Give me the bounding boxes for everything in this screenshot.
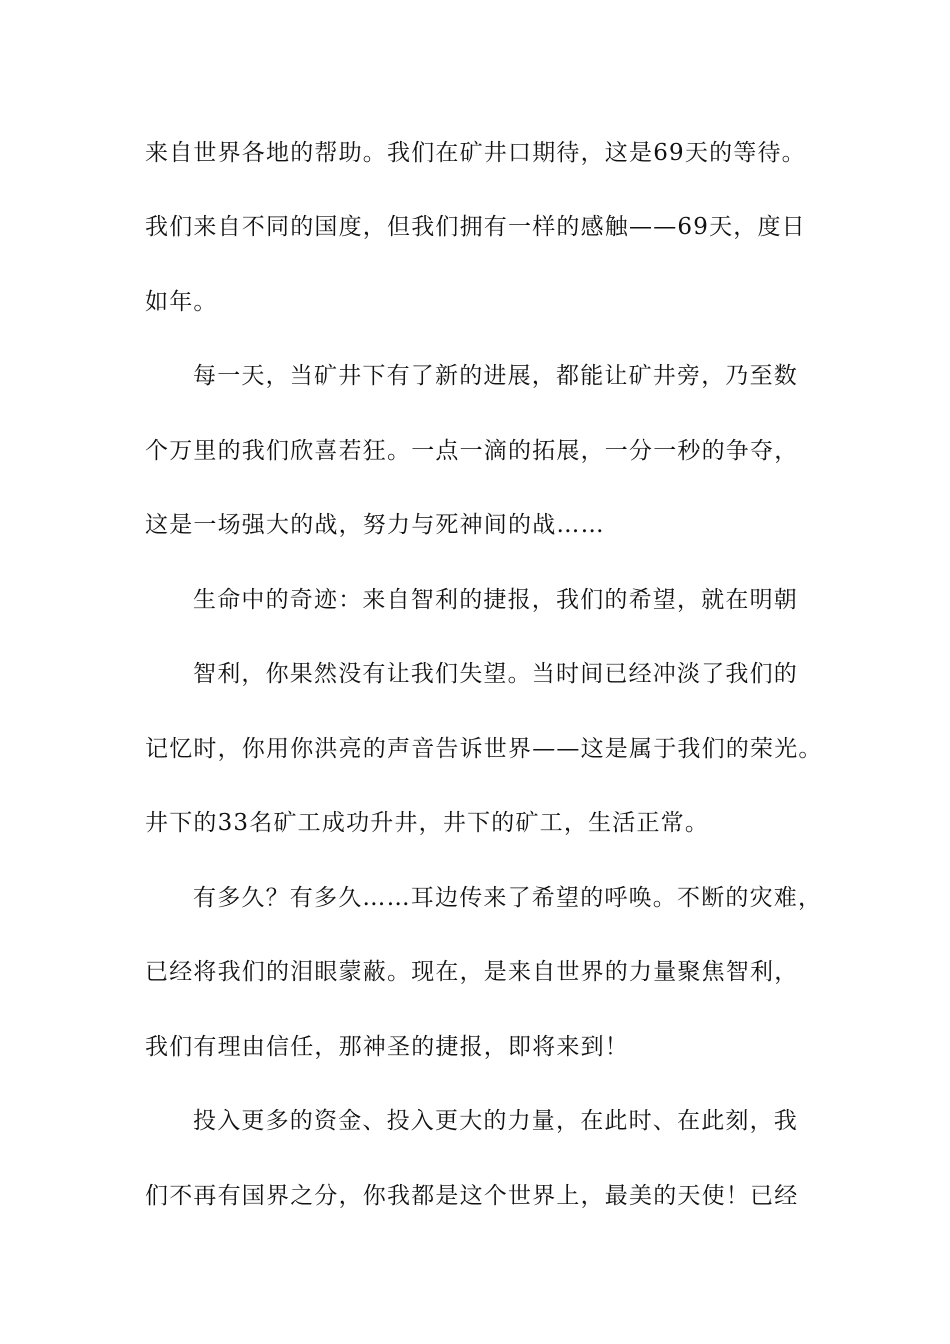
paragraph-first-line: 有多久？有多久……耳边传来了希望的呼唤。不断的灾难， xyxy=(193,885,823,911)
text-line: 井下的33名矿工成功升井，井下的矿工，生活正常。 xyxy=(145,810,710,836)
text-line: 来自世界各地的帮助。我们在矿井口期待，这是69天的等待。 xyxy=(145,140,806,166)
text-line: 记忆时，你用你洪亮的声音告诉世界——这是属于我们的荣光。 xyxy=(145,736,823,762)
text-line: 个万里的我们欣喜若狂。一点一滴的拓展，一分一秒的争夺， xyxy=(145,438,799,464)
text-line: 我们有理由信任，那神圣的捷报，即将来到！ xyxy=(145,1034,629,1060)
text-line: 这是一场强大的战，努力与死神间的战…… xyxy=(145,512,605,538)
text-line: 已经将我们的泪眼蒙蔽。现在，是来自世界的力量聚焦智利， xyxy=(145,959,799,985)
text-line: 我们来自不同的国度，但我们拥有一样的感触——69天，度日 xyxy=(145,214,806,240)
paragraph-first-line: 每一天，当矿井下有了新的进展，都能让矿井旁，乃至数 xyxy=(193,363,798,389)
text-line: 们不再有国界之分，你我都是这个世界上，最美的天使！已经 xyxy=(145,1183,799,1209)
paragraph-first-line: 智利，你果然没有让我们失望。当时间已经冲淡了我们的 xyxy=(193,661,798,687)
paragraph-first-line: 生命中的奇迹：来自智利的捷报，我们的希望，就在明朝 xyxy=(193,587,798,613)
paragraph-first-line: 投入更多的资金、投入更大的力量，在此时、在此刻，我 xyxy=(193,1108,798,1134)
text-line: 如年。 xyxy=(145,289,218,315)
